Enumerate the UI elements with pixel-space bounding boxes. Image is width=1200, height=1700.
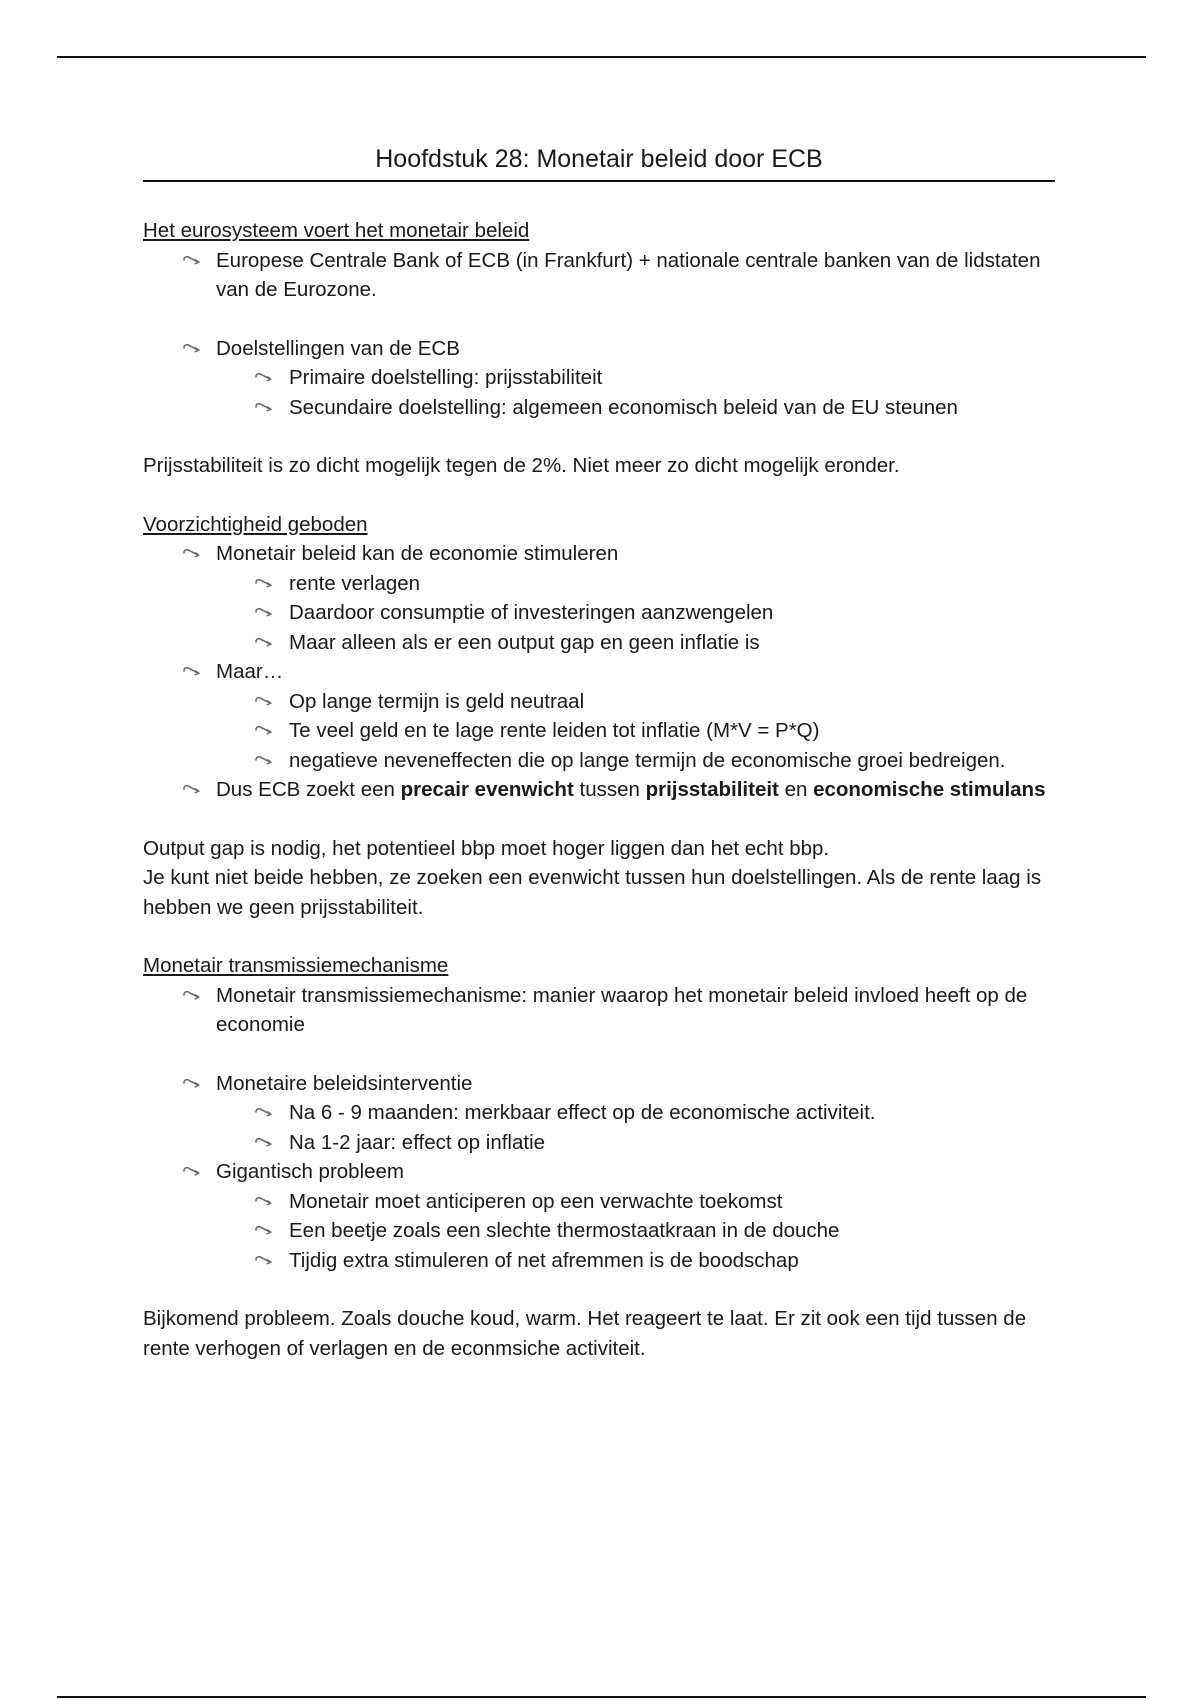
bullet-list — [143, 334, 1063, 364]
arrow-bullet-icon — [253, 628, 277, 657]
bullet-list — [143, 1069, 1063, 1099]
list-item: Dus ECB zoekt een precair evenwicht tussen prijsstabiliteit en economische stimulans — [143, 775, 1063, 805]
list-item: Na 6 - 9 maanden: merkbaar effect op de economische activiteit. — [143, 1098, 1063, 1128]
arrow-bullet-icon — [253, 393, 277, 422]
title-underline — [143, 180, 1055, 182]
bullet-list — [143, 657, 1063, 687]
paragraph: Je kunt niet beide hebben, ze zoeken een evenwicht tussen hun doelstellingen. Als de rente laag is hebben we geen prijsstabiliteit. — [143, 866, 1042, 919]
page-bottom-rule — [57, 1696, 1146, 1698]
list-item: Monetaire beleidsinterventie — [143, 1069, 1063, 1099]
bullet-list — [143, 539, 1063, 569]
paragraph: Output gap is nodig, het potentieel bbp moet hoger liggen dan het echt bbp. — [143, 836, 830, 860]
arrow-bullet-icon — [181, 981, 205, 1010]
arrow-bullet-icon — [253, 598, 277, 627]
page-title: Hoofdstuk 28: Monetair beleid door ECB — [375, 145, 823, 173]
list-item: Daardoor consumptie of investeringen aanzwengelen — [143, 598, 1063, 628]
arrow-bullet-icon — [253, 1098, 277, 1127]
sub-bullet-list — [143, 569, 1063, 658]
list-item: Doelstellingen van de ECB — [143, 334, 1063, 364]
arrow-bullet-icon — [253, 687, 277, 716]
arrow-bullet-icon — [181, 334, 205, 363]
paragraph: Bijkomend probleem. Zoals douche koud, warm. Het reageert te laat. Er zit ook een tijd tussen de rente verhogen of verlagen en de econmsiche activiteit. — [143, 1307, 1027, 1360]
list-item: Maar… — [143, 657, 1063, 687]
section-heading: Het eurosysteem voert het monetair beleid — [143, 219, 530, 242]
arrow-bullet-icon — [253, 746, 277, 775]
list-item: Europese Centrale Bank of ECB (in Frankfurt) + nationale centrale banken van de lidstaten van de Eurozone. — [143, 246, 1063, 305]
list-item: Monetair moet anticiperen op een verwachte toekomst — [143, 1187, 1063, 1217]
arrow-bullet-icon — [253, 569, 277, 598]
sub-bullet-list — [143, 687, 1063, 776]
list-item: Maar alleen als er een output gap en geen inflatie is — [143, 628, 1063, 658]
arrow-bullet-icon — [181, 246, 205, 275]
arrow-bullet-icon — [253, 363, 277, 392]
document-body — [143, 216, 1063, 1363]
arrow-bullet-icon — [181, 1157, 205, 1186]
list-item: Na 1-2 jaar: effect op inflatie — [143, 1128, 1063, 1158]
sub-bullet-list — [143, 363, 1063, 422]
sub-bullet-list — [143, 1187, 1063, 1276]
arrow-bullet-icon — [181, 1069, 205, 1098]
arrow-bullet-icon — [253, 716, 277, 745]
list-item: Gigantisch probleem — [143, 1157, 1063, 1187]
section-heading: Voorzichtigheid geboden — [143, 512, 368, 536]
paragraph: Prijsstabiliteit is zo dicht mogelijk tegen de 2%. Niet meer zo dicht mogelijk eronder. — [143, 454, 900, 477]
bullet-list — [143, 981, 1063, 1040]
arrow-bullet-icon — [253, 1216, 277, 1245]
bullet-list — [143, 246, 1063, 305]
list-item: Op lange termijn is geld neutraal — [143, 687, 1063, 717]
list-item: Monetair beleid kan de economie stimuleren — [143, 539, 1063, 569]
list-item: Primaire doelstelling: prijsstabiliteit — [143, 363, 1063, 393]
list-item: Monetair transmissiemechanisme: manier waarop het monetair beleid invloed heeft op de economie — [143, 981, 1063, 1040]
arrow-bullet-icon — [181, 657, 205, 686]
list-item: Een beetje zoals een slechte thermostaatkraan in de douche — [143, 1216, 1063, 1246]
arrow-bullet-icon — [253, 1246, 277, 1275]
sub-bullet-list — [143, 1098, 1063, 1157]
arrow-bullet-icon — [253, 1128, 277, 1157]
bullet-list — [143, 1157, 1063, 1187]
arrow-bullet-icon — [181, 775, 205, 804]
arrow-bullet-icon — [181, 539, 205, 568]
list-item: rente verlagen — [143, 569, 1063, 599]
list-item: Secundaire doelstelling: algemeen economisch beleid van de EU steunen — [143, 393, 1063, 423]
arrow-bullet-icon — [253, 1187, 277, 1216]
page-top-rule — [57, 56, 1146, 58]
section-heading: Monetair transmissiemechanisme — [143, 954, 449, 977]
list-item: Tijdig extra stimuleren of net afremmen is de boodschap — [143, 1246, 1063, 1276]
list-item: negatieve neveneffecten die op lange termijn de economische groei bedreigen. — [143, 746, 1063, 776]
bullet-list — [143, 775, 1063, 805]
list-item: Te veel geld en te lage rente leiden tot inflatie (M*V = P*Q) — [143, 716, 1063, 746]
